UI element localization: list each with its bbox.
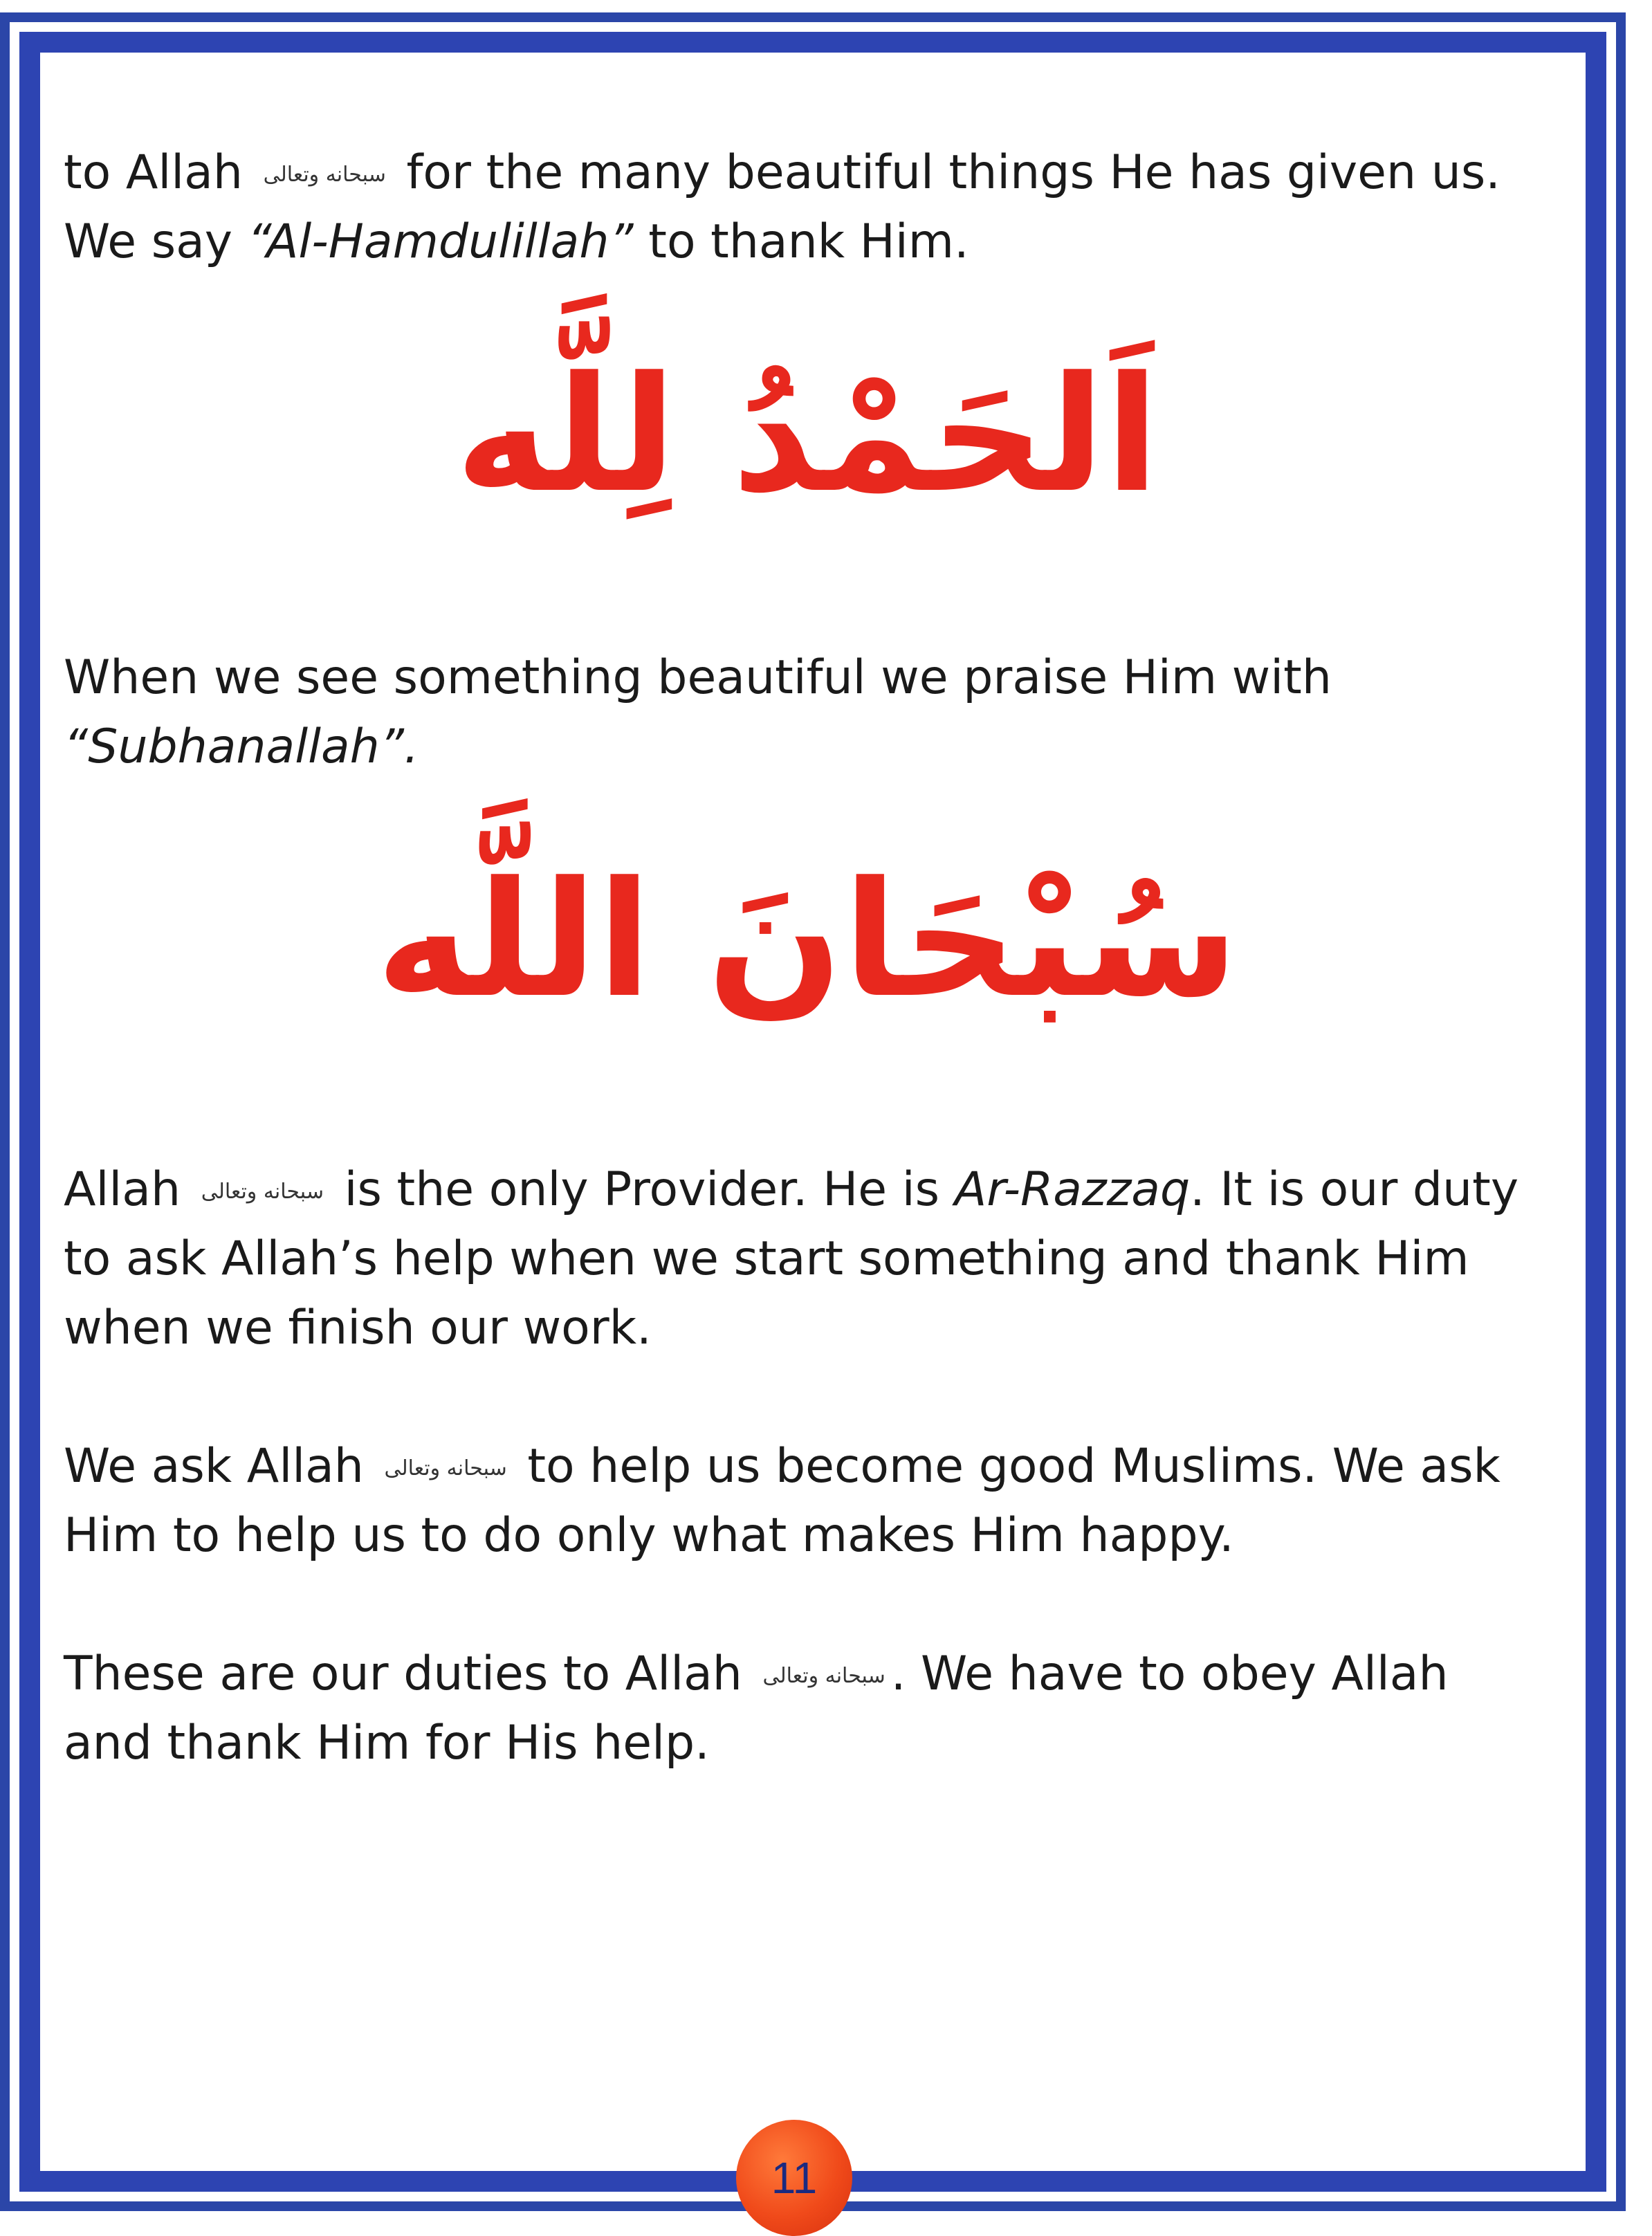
p5-text-b: . We have to obey Allah and thank Him for His help. bbox=[64, 1647, 1449, 1770]
honorific-glyph: سبحانه وتعالى bbox=[384, 1456, 507, 1481]
honorific-glyph: سبحانه وتعالى bbox=[762, 1664, 885, 1689]
p5-text-a: These are our duties to Allah bbox=[64, 1647, 742, 1701]
p1-text-a: to Allah bbox=[64, 145, 243, 200]
p1-quote: “Al-Hamdulillah” bbox=[247, 214, 634, 269]
p2-text-a: When we see something beautiful we praise Him with bbox=[64, 650, 1332, 705]
p3-text-c: . It is our duty to ask Allah’s help when we start something and thank Him when we finish our work. bbox=[64, 1162, 1519, 1355]
p3-name: Ar-Razzaq bbox=[954, 1162, 1191, 1217]
arabic-subhanallah: سُبْحَانَ اللَّه bbox=[376, 848, 1239, 1033]
p2-quote: “Subhanallah”. bbox=[64, 720, 419, 774]
arabic-hamdulillah: اَلحَمْدُ لِلَّه bbox=[455, 343, 1159, 528]
p4-text-a: We ask Allah bbox=[64, 1439, 364, 1494]
p1-text-b: for the many beautiful things He has given us. We say bbox=[64, 145, 1500, 269]
page-content bbox=[64, 138, 1551, 1778]
p3-text-b: is the only Provider. He is bbox=[344, 1162, 940, 1217]
honorific-glyph: سبحانه وتعالى bbox=[201, 1180, 324, 1204]
honorific-glyph: سبحانه وتعالى bbox=[263, 163, 386, 187]
paragraph-4 bbox=[64, 1432, 1551, 1570]
p1-text-c: to thank Him. bbox=[648, 214, 969, 269]
paragraph-5 bbox=[64, 1640, 1551, 1778]
paragraph-3 bbox=[64, 1155, 1551, 1363]
paragraph-2 bbox=[64, 643, 1551, 782]
page-number-badge: 11 bbox=[736, 2120, 852, 2236]
p4-text-b: to help us become good Muslims. We ask Him to help us to do only what makes Him happy. bbox=[64, 1439, 1500, 1563]
p3-text-a: Allah bbox=[64, 1162, 181, 1217]
paragraph-1 bbox=[64, 138, 1551, 277]
